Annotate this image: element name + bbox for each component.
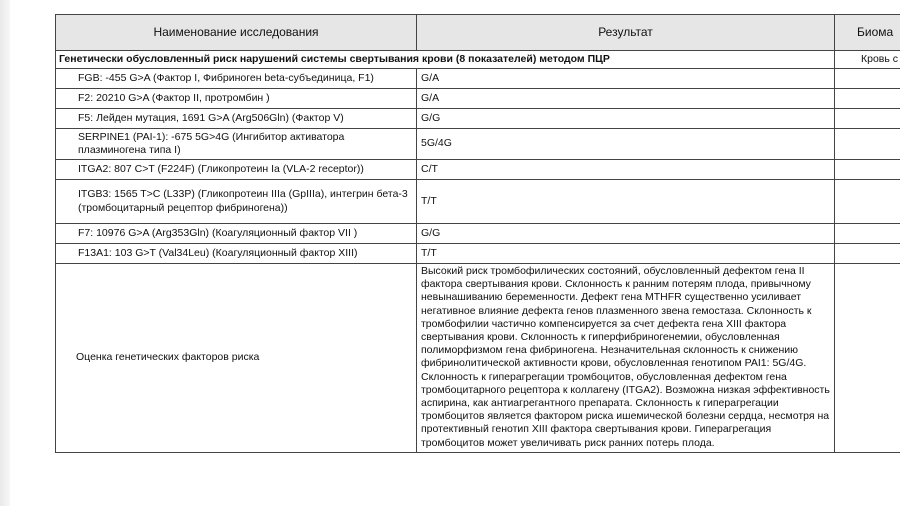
assessment-name: Оценка генетических факторов риска: [56, 264, 417, 453]
test-result: T/T: [417, 244, 835, 264]
test-name: ITGB3: 1565 T>C (L33P) (Гликопротеин IIIa (GpIIIa), интегрин бета-3 (тромбоцитарный рецептор фибриногена)): [56, 180, 417, 224]
test-name: F5: Лейден мутация, 1691 G>A (Arg506Gln) (Фактор V): [56, 109, 417, 129]
header-biomaterial: Биома: [835, 15, 900, 51]
table-row: [56, 69, 900, 89]
table-row: [56, 224, 900, 244]
test-biomaterial: [835, 129, 900, 160]
header-name: Наименование исследования: [56, 15, 417, 51]
page-edge-shadow: [0, 0, 10, 506]
test-name: SERPINE1 (PAI-1): -675 5G>4G (Ингибитор активатора плазминогена типа I): [56, 129, 417, 160]
table-row: [56, 129, 900, 160]
test-result: G/G: [417, 224, 835, 244]
header-row: [56, 15, 900, 51]
test-result: G/A: [417, 69, 835, 89]
test-name: F7: 10976 G>A (Arg353Gln) (Коагуляционный фактор VII ): [56, 224, 417, 244]
test-name: F2: 20210 G>A (Фактор II, протромбин ): [56, 89, 417, 109]
section-biomaterial: Кровь с: [835, 51, 900, 69]
table-row: [56, 89, 900, 109]
test-name: F13A1: 103 G>T (Val34Leu) (Коагуляционный фактор XIII): [56, 244, 417, 264]
table-row: [56, 244, 900, 264]
test-biomaterial: [835, 244, 900, 264]
results-table: [55, 14, 900, 453]
test-biomaterial: [835, 69, 900, 89]
test-name: ITGA2: 807 C>T (F224F) (Гликопротеин Ia (VLA-2 receptor)): [56, 160, 417, 180]
test-result: T/T: [417, 180, 835, 224]
table-row: [56, 109, 900, 129]
test-result: G/G: [417, 109, 835, 129]
table-row: [56, 160, 900, 180]
test-name: FGB: -455 G>A (Фактор I, Фибриноген beta-субъединица, F1): [56, 69, 417, 89]
assessment-text: Высокий риск тромбофилических состояний, обусловленный дефектом гена II фактора свертывания крови. Склонность к ранним потерям плода, привычному невынашиванию беременности. Дефект гена MTHFR существенно усиливает негативное влияние дефекта генов плазменного звена гемостаза. Склонность к тромбофилии частично компенсируется за счет дефекта гена XIII фактора свертывания крови. Склонность к гиперфибриногенемии, обусловленная полиморфизмом гена фибриногена. Незначительная склонность к снижению фибринолитической активности крови, обусловленная генотипом PAI1: 5G/4G. Склонность к гиперагрегации тромбоцитов, обусловленная дефектом гена тромбоцитарного рецептора к коллагену (ITGA2). Возможна низкая эффективность аспирина, как антиагрегантного препарата. Склонность к гиперагрегации тромбоцитов является фактором риска ишемической болезни сердца, несмотря на протективный генотип XIII фактора свертывания крови. Гиперагрегация тромбоцитов может увеличивать риск ранних потерь плода.: [417, 264, 835, 453]
test-biomaterial: [835, 224, 900, 244]
test-result: 5G/4G: [417, 129, 835, 160]
section-title: Генетически обусловленный риск нарушений системы свертывания крови (8 показателей) методом ПЦР: [56, 51, 835, 69]
section-row: [56, 51, 900, 69]
table-row: [56, 180, 900, 224]
test-biomaterial: [835, 180, 900, 224]
test-result: G/A: [417, 89, 835, 109]
header-result: Результат: [417, 15, 835, 51]
test-biomaterial: [835, 160, 900, 180]
assessment-biomaterial: [835, 264, 900, 453]
test-biomaterial: [835, 109, 900, 129]
test-biomaterial: [835, 89, 900, 109]
assessment-row: [56, 264, 900, 453]
test-result: C/T: [417, 160, 835, 180]
document-sheet: [10, 0, 900, 506]
